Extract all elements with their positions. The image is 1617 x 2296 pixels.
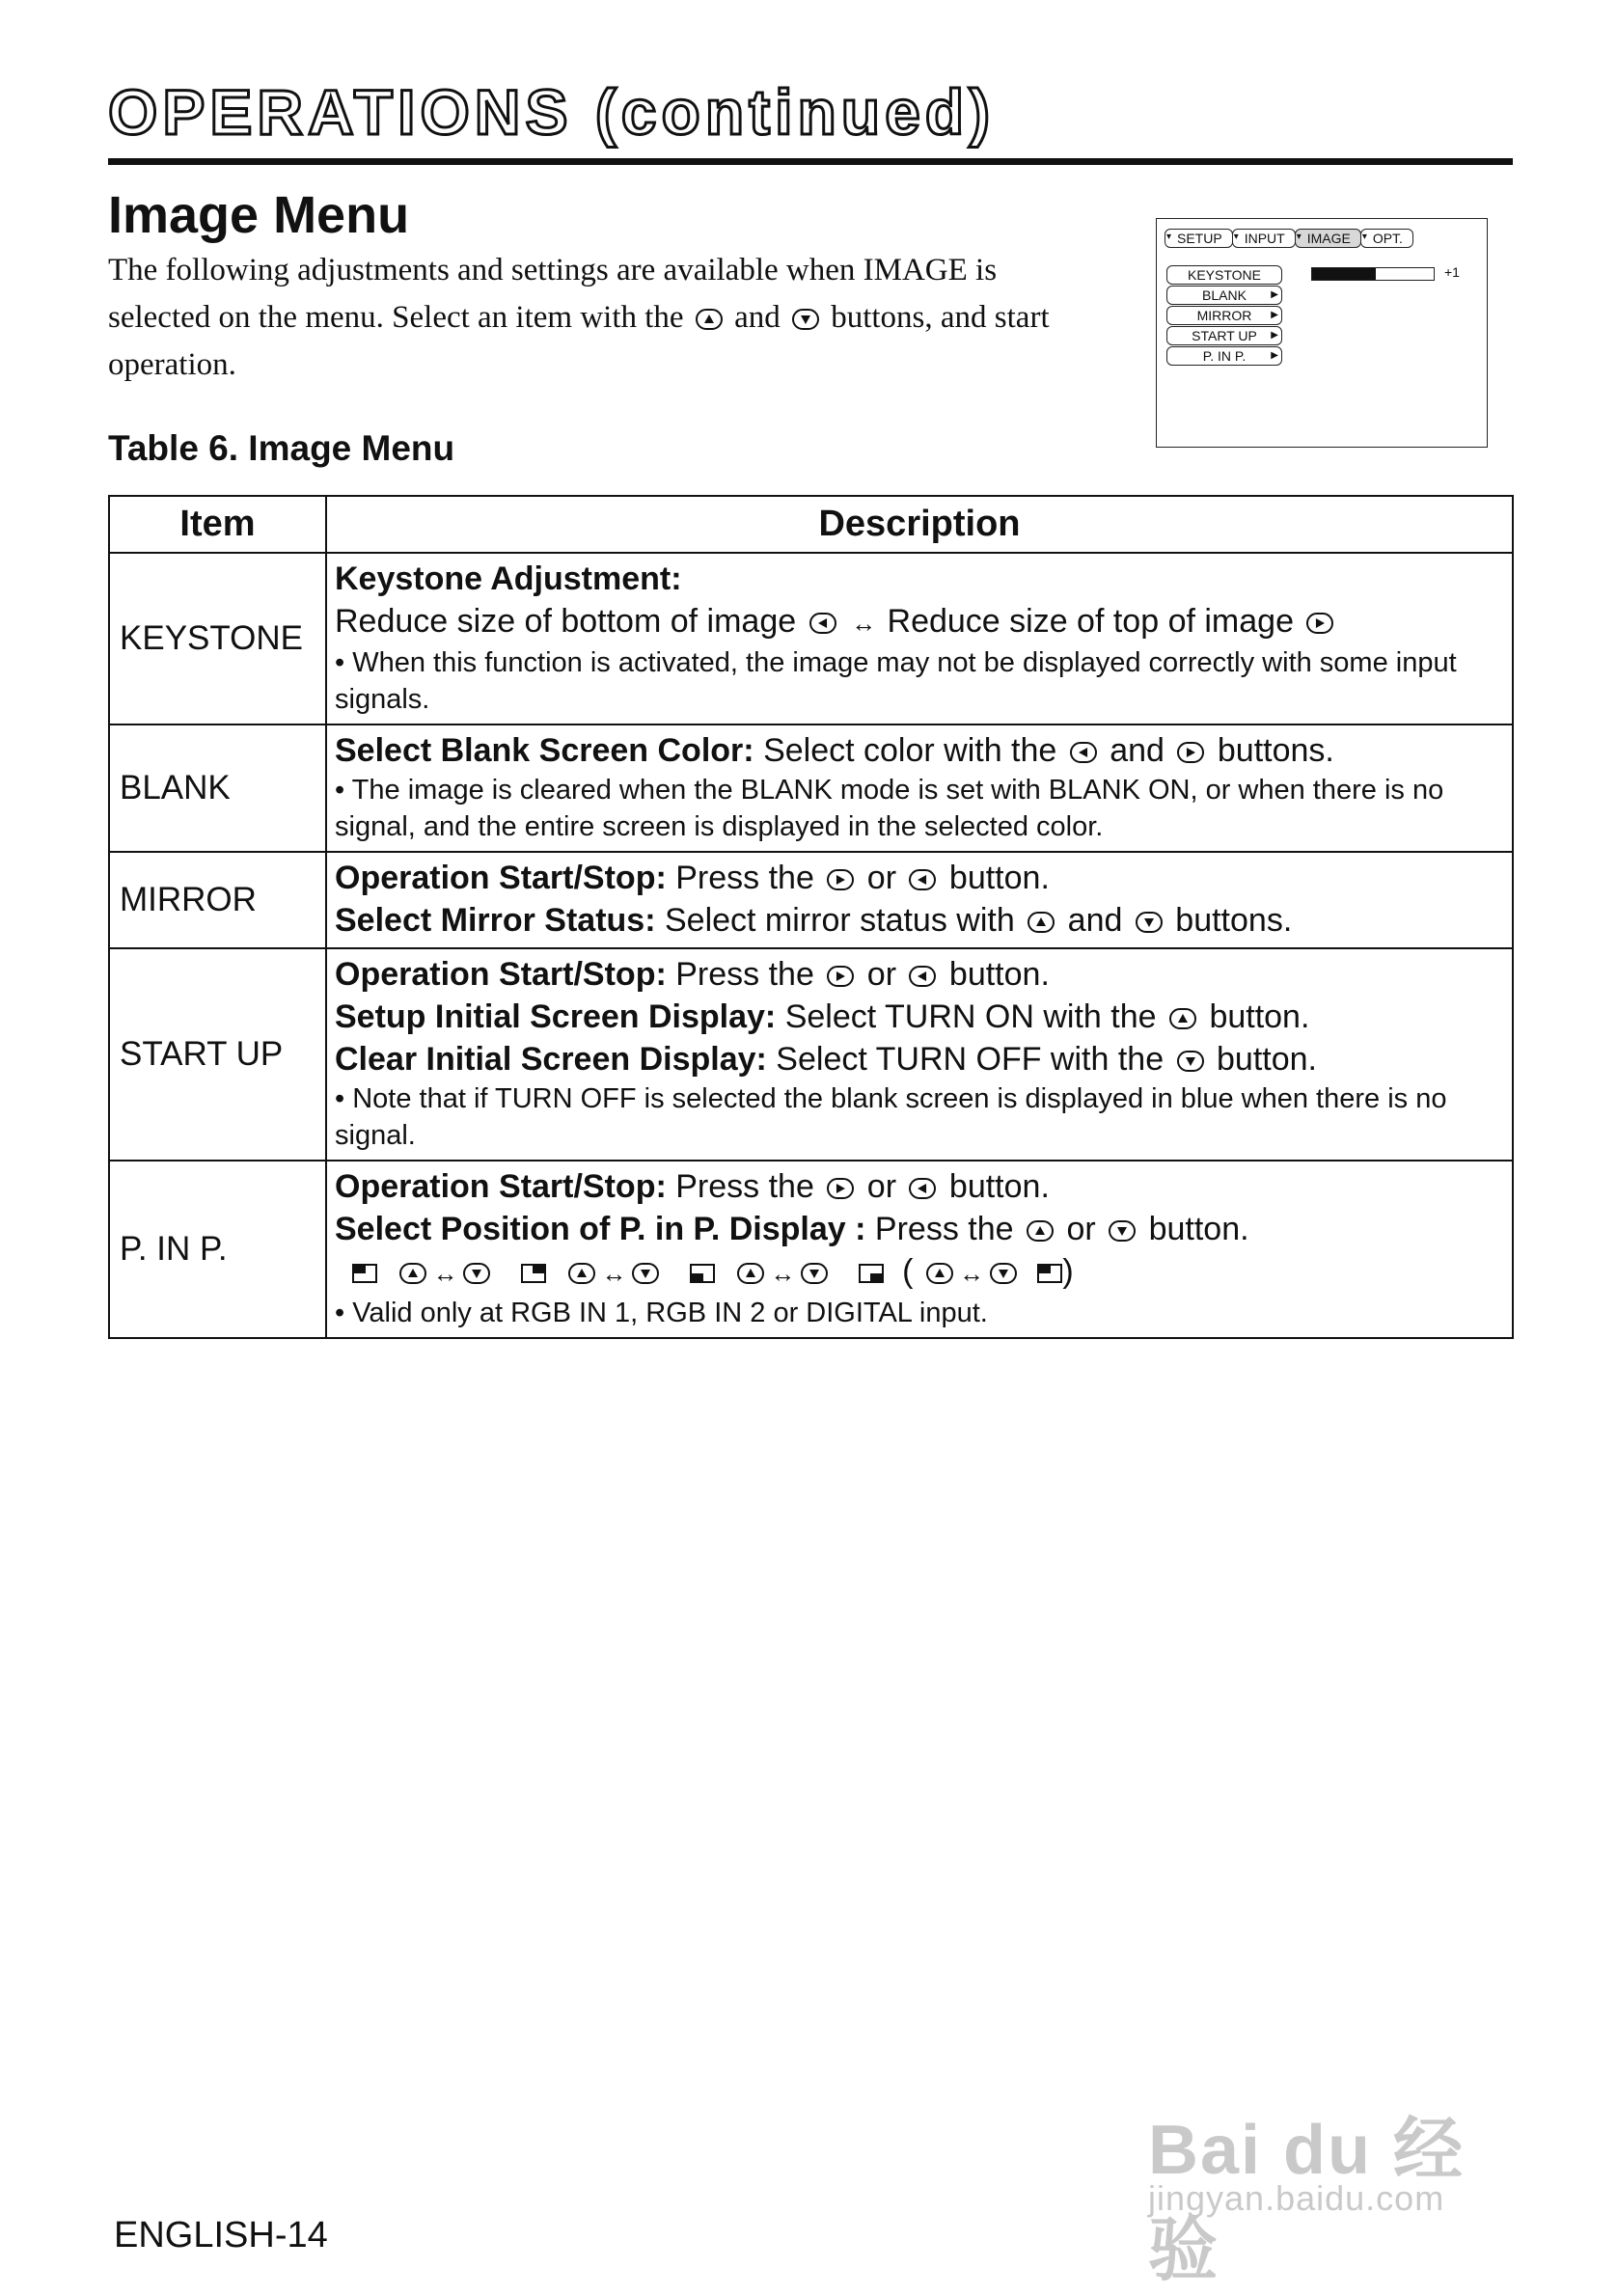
osd-slider-fill [1312,268,1376,280]
up-button-icon [568,1263,595,1284]
osd-tab-opt: ▾ OPT. [1360,229,1413,248]
osd-item-list [1166,265,1282,367]
down-button-icon [1136,912,1163,933]
double-arrow-icon: ↔ [601,1259,627,1288]
left-button-icon [1070,742,1097,763]
up-button-icon [737,1263,764,1284]
pip-top-left-icon [1037,1264,1062,1283]
left-button-icon [909,966,936,987]
osd-item-keystone: KEYSTONE [1166,265,1282,285]
startup-note: • Note that if TURN OFF is selected the blank screen is displayed in blue when there is no signal. [335,1083,1447,1151]
up-button-icon [399,1263,426,1284]
down-button-icon [1177,1051,1204,1072]
table-row [109,553,1513,724]
pip-top-right-icon [521,1264,546,1283]
row-desc-startup [326,948,1513,1161]
up-button-icon [926,1263,953,1284]
title-rule [108,158,1513,165]
up-button-icon [1027,1220,1054,1242]
osd-item-startup: START UP ▶ [1166,326,1282,345]
submenu-arrow-icon: ▶ [1271,330,1278,341]
table-caption: Table 6. Image Menu [108,428,455,468]
header-description: Description [326,496,1513,553]
pip-bottom-left-icon [690,1264,715,1283]
intro-text-2: buttons, and start operation. [108,300,1050,382]
osd-item-blank: BLANK ▶ [1166,286,1282,305]
up-button-icon [696,309,723,330]
double-arrow-icon: ↔ [432,1259,458,1288]
osd-item-mirror: MIRROR ▶ [1166,306,1282,325]
mirror-op-line: Operation Start/Stop: Press the or button. [335,860,1050,896]
double-arrow-icon: ↔ [851,609,877,638]
row-desc-keystone [326,553,1513,724]
table-row [109,1161,1513,1338]
submenu-arrow-icon: ▶ [1271,289,1278,300]
row-item-pinp: P. IN P. [109,1161,326,1338]
pip-bottom-right-icon [859,1264,884,1283]
up-button-icon [1169,1008,1196,1029]
osd-keystone-slider [1311,267,1435,281]
left-button-icon [909,869,936,890]
baidu-watermark [1148,2055,1524,2289]
osd-slider-value: +1 [1444,264,1460,280]
startup-clear-line: Clear Initial Screen Display: Select TURN OFF with the button. [335,1041,1317,1078]
header-item: Item [109,496,326,553]
right-button-icon [1306,613,1333,634]
left-button-icon [909,1178,936,1199]
watermark-brand: Bai du 经验 [1148,2112,1466,2289]
keystone-title: Keystone Adjustment: [335,560,682,597]
watermark-url: jingyan.baidu.com [1148,2178,1445,2218]
down-button-icon [463,1263,490,1284]
down-button-icon [801,1263,828,1284]
right-button-icon [827,1178,854,1199]
row-desc-pinp [326,1161,1513,1338]
keystone-range-line: Reduce size of bottom of image ↔ Reduce size of top of image [335,600,1504,644]
page-number: ENGLISH-14 [114,2215,328,2255]
osd-tab-image: ▾ IMAGE [1295,229,1361,248]
intro-text-1: The following adjustments and settings are available when IMAGE is selected on the menu. Select an item with the [108,253,998,335]
paren-close: ) [1062,1253,1074,1290]
pinp-note: • Valid only at RGB IN 1, RGB IN 2 or DIGITAL input. [335,1298,988,1328]
up-button-icon [1028,912,1055,933]
row-item-mirror: MIRROR [109,852,326,948]
row-item-blank: BLANK [109,724,326,852]
down-button-icon [1109,1220,1136,1242]
osd-tab-setup: ▾ SETUP [1165,229,1233,248]
keystone-note: • When this function is activated, the image may not be displayed correctly with some input signals. [335,647,1457,715]
table-header-row [109,496,1513,553]
row-item-keystone: KEYSTONE [109,553,326,724]
osd-tabs [1165,229,1412,248]
section-heading: Image Menu [108,186,410,244]
osd-menu-illustration [1156,218,1488,448]
double-arrow-icon: ↔ [770,1259,796,1288]
table-row [109,852,1513,948]
osd-tab-input: ▾ INPUT [1232,229,1296,248]
mirror-status-line: Select Mirror Status: Select mirror status with and buttons. [335,902,1293,939]
pip-top-left-icon [352,1264,377,1283]
right-button-icon [827,869,854,890]
startup-op-line: Operation Start/Stop: Press the or button. [335,956,1050,993]
startup-setup-line: Setup Initial Screen Display: Select TURN ON with the button. [335,998,1310,1035]
down-button-icon [792,309,819,330]
left-button-icon [809,613,836,634]
row-desc-blank [326,724,1513,852]
down-button-icon [632,1263,659,1284]
pinp-op-line: Operation Start/Stop: Press the or button. [335,1168,1050,1205]
right-button-icon [1177,742,1204,763]
table-row [109,948,1513,1161]
blank-select-line: Select Blank Screen Color: Select color with the and buttons. [335,732,1334,769]
page-title: OPERATIONS (continued) [108,76,996,148]
paren-open: ( [902,1253,914,1290]
image-menu-table [108,495,1514,1339]
row-desc-mirror [326,852,1513,948]
row-item-startup: START UP [109,948,326,1161]
intro-paragraph [108,247,1092,389]
submenu-arrow-icon: ▶ [1271,310,1278,320]
pinp-position-cycle [335,1250,1504,1295]
table-row [109,724,1513,852]
right-button-icon [827,966,854,987]
double-arrow-icon: ↔ [958,1259,984,1288]
intro-and: and [734,300,781,335]
blank-note: • The image is cleared when the BLANK mode is set with BLANK ON, or when there is no signal, and the entire screen is displayed in the selected color. [335,775,1444,842]
osd-item-pinp: P. IN P. ▶ [1166,346,1282,366]
submenu-arrow-icon: ▶ [1271,350,1278,361]
down-button-icon [990,1263,1017,1284]
pinp-position-line: Select Position of P. in P. Display : Press the or button. [335,1211,1249,1247]
